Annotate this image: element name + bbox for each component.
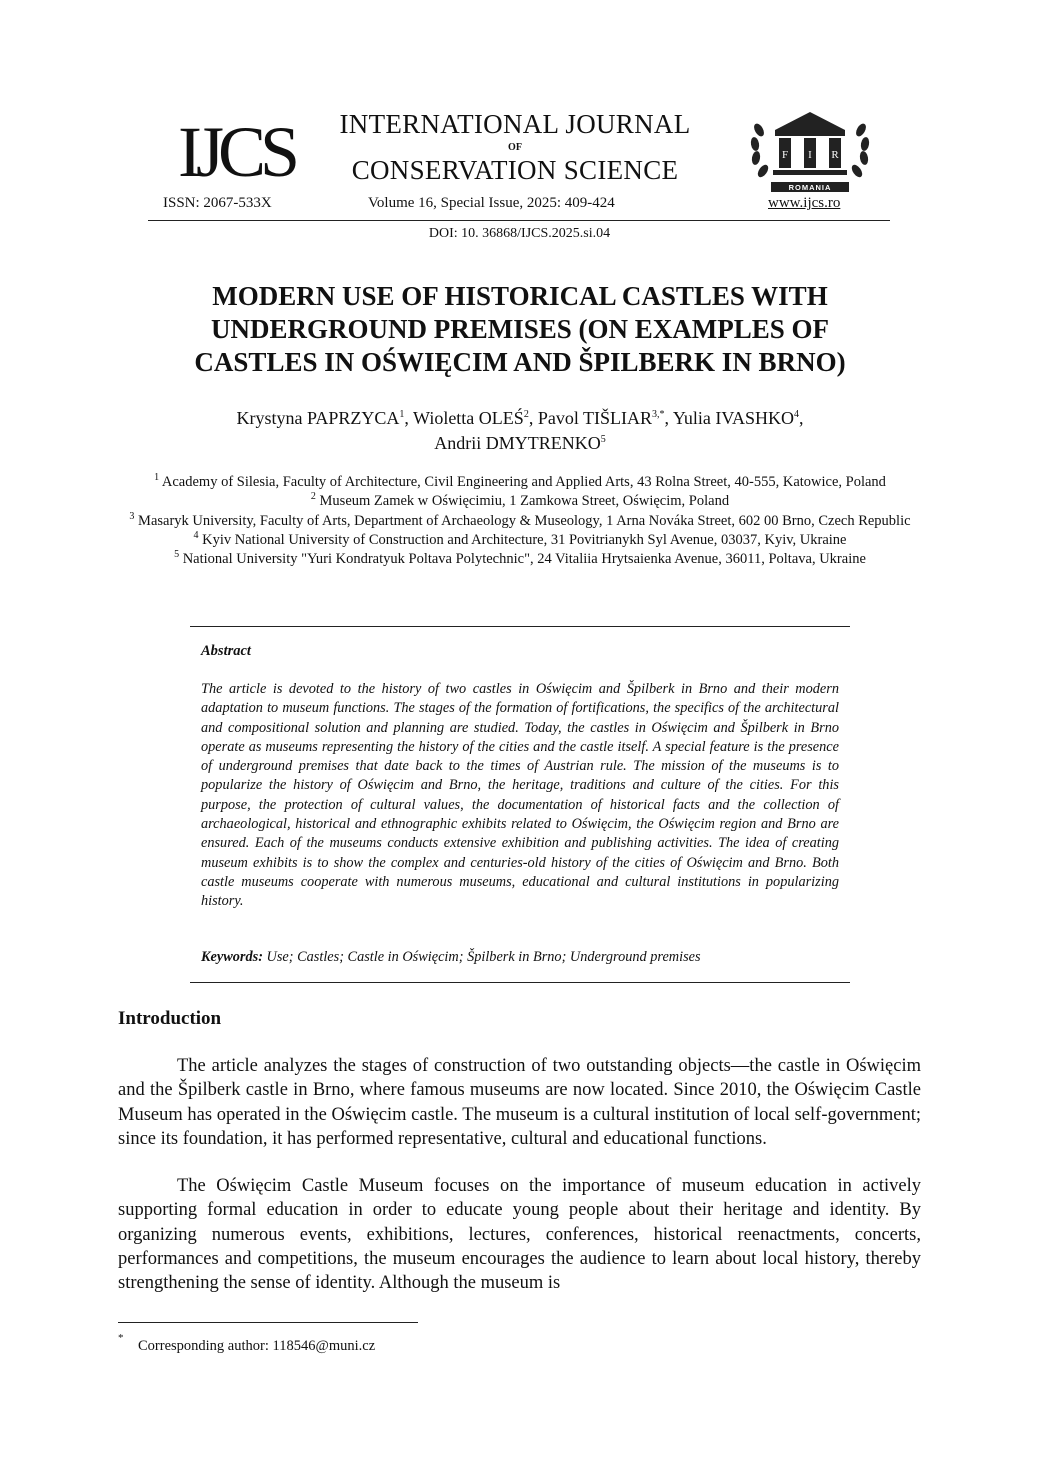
- keywords-label: Keywords:: [201, 949, 263, 965]
- body-paragraph: The Oświęcim Castle Museum focuses on the importance of museum education in actively supporting formal education in order to educate young people about their heritage and identity. By organizing numerous events, exhibitions, lectures, conferences, historical reenactments, concerts, performances and competitions, the museum encourages the audience to learn about local history, thereby strengthening the sense of identity. Although the museum is: [118, 1176, 921, 1294]
- svg-text:IJCS: IJCS: [178, 112, 295, 192]
- footnote: [118, 1332, 376, 1355]
- journal-title-of: OF: [508, 142, 522, 153]
- author-name: Krystyna PAPRZYCA: [236, 408, 400, 428]
- abstract-bottom-rule: [190, 982, 850, 983]
- author-affil-mark: 2: [523, 409, 529, 420]
- svg-text:ROMANIA: ROMANIA: [788, 183, 832, 192]
- author-list: Krystyna PAPRZYCA$^1$, Wioletta OLEŚ$^2$, Pavol $TIŠLIAR^{3,*}$, Yulia IVASHKO$^4$, Andrii DMYTRENKO$^5$: [236, 408, 804, 453]
- ijcs-logo-icon: [178, 110, 295, 192]
- journal-title-line2: CONSERVATION SCIENCE: [351, 155, 679, 185]
- affiliation: $^4$ Kyiv National University of Construction and Architecture, 31 Povitrianykh Syl Avenue, 03037, Kyiv, Ukraine: [193, 530, 847, 548]
- footnote-mark: *: [118, 1332, 124, 1344]
- keywords-list: Use; Castles; Castle in Oświęcim; Špilberk in Brno; Underground premises: [266, 949, 701, 965]
- author-name: Pavol TIŠLIAR: [537, 408, 652, 428]
- body-paragraph: The article analyzes the stages of construction of two outstanding objects—the castle in Oświęcim and the Špilberk castle in Brno, where famous museums are now located. Since 2010, the Oświęcim Castle Museum has operated in the Oświęcim castle. The museum is a cultural institution of local self-government; since its foundation, it has performed representative, cultural and educational functions.: [118, 1056, 921, 1149]
- journal-title-line1: INTERNATIONAL JOURNAL: [339, 109, 691, 139]
- issn: ISSN: 2067-533X: [163, 195, 272, 211]
- footnote-rule: [118, 1322, 418, 1323]
- journal-masthead: [290, 108, 740, 186]
- author-affil-mark: 3,*: [651, 409, 665, 420]
- affiliation: $^5$ National University "Yuri Kondratyuk Poltava Polytechnic", 24 Vitaliia Hrytsaienka Avenue, 36011, Poltava, Ukraine: [174, 549, 866, 568]
- svg-text:I: I: [808, 149, 812, 161]
- doi: DOI: 10. 36868/IJCS.2025.si.04: [428, 226, 611, 241]
- title-line: MODERN USE OF HISTORICAL CASTLES WITH: [212, 281, 828, 311]
- abstract-text: The article is devoted to the history of two castles in Oświęcim and Špilberk in Brno and their modern adaptation to museum functions. The stages of the formation of fortifications, the specifics of the architectural and compositional solution and planning are studied. Today, the castles in Oświęcim and Špilberk in Brno operate as museums representing the history of the cities and the castle itself. A special feature is the presence of underground premises that date back to the times of Austrian rule. The mission of the museums is to popularize the history of Oświęcim and Brno, the heritage, traditions and culture of the cities. For this purpose, the protection of cultural values, the documentation of historical facts and the collection of archaeological, historical and ethnographic exhibits related to Oświęcim, the Oświęcim region and Brno are ensured. Each of the museums conducts extensive exhibition and publishing activities. The idea of creating museum exhibits is to show the complex and centuries-old history of the cities of Oświęcim and Brno. Both castle museums cooperate with numerous museums, educational and cultural institutions in popularizing history.: [201, 681, 839, 910]
- author-name: Andrii DMYTRENKO: [434, 433, 601, 453]
- author-affil-mark: 1: [399, 409, 405, 420]
- svg-text:F: F: [781, 149, 789, 161]
- affiliation: $^3$ Masaryk University, Faculty of Arts, Department of Archaeology & Museology, 1 Arna Nováka Street, 602 00 Brno, Czech Republic: [129, 510, 911, 529]
- svg-text:R: R: [831, 149, 839, 161]
- affiliations: [100, 473, 940, 569]
- volume-info: Volume 16, Special Issue, 2025: 409-424: [368, 195, 615, 211]
- header-rule: [148, 220, 890, 221]
- author-affil-mark: 4: [794, 409, 800, 420]
- abstract-top-rule: [190, 626, 850, 627]
- fir-romania-emblem-icon: [745, 108, 875, 198]
- affiliation: $^2$ Museum Zamek w Oświęcimiu, 1 Zamkowa Street, Oświęcim, Poland: [310, 491, 730, 510]
- keywords: [201, 949, 701, 966]
- footnote-text: Corresponding author: 118546@muni.cz: [138, 1338, 376, 1354]
- author-affil-mark: 5: [600, 434, 606, 445]
- title-line: UNDERGROUND PREMISES (ON EXAMPLES OF: [210, 314, 830, 344]
- affiliation: $^1$ Academy of Silesia, Faculty of Architecture, Civil Engineering and Applied Arts, 43 Rolna Street, 40-555, Katowice, Poland: [154, 472, 886, 490]
- title-line: CASTLES IN OŚWIĘCIM AND ŠPILBERK IN BRNO): [194, 347, 846, 377]
- author-name: Yulia IVASHKO: [672, 408, 795, 428]
- section-heading-introduction: Introduction: [118, 1008, 222, 1029]
- author-name: Wioletta OLEŚ: [413, 408, 524, 428]
- abstract-heading: Abstract: [201, 643, 251, 659]
- paper-title: [110, 280, 930, 379]
- journal-website-link[interactable]: www.ijcs.ro: [768, 195, 841, 211]
